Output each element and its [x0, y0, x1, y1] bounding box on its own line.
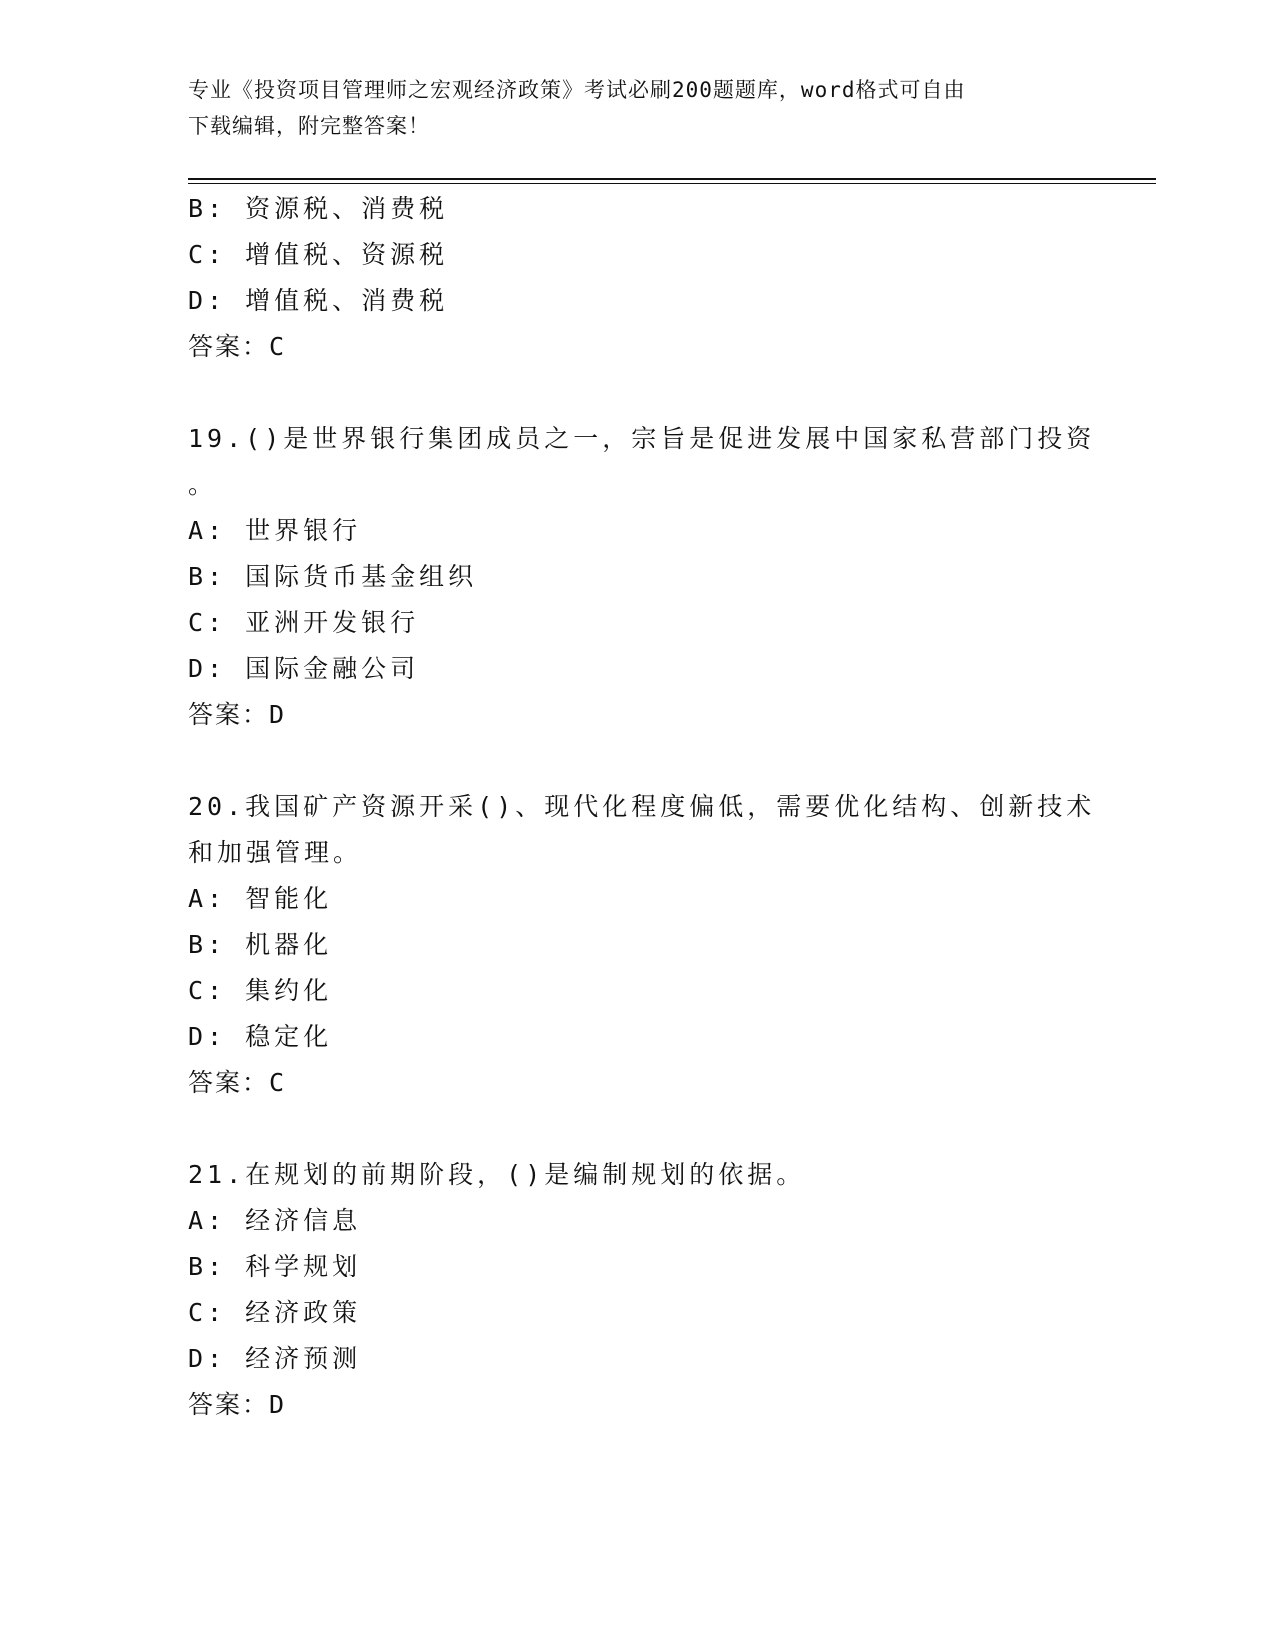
option-a: A: 智能化	[188, 884, 333, 913]
answer-line	[188, 692, 1088, 738]
answer-value: C	[269, 332, 285, 361]
option-d: D: 稳定化	[188, 1022, 333, 1051]
answer-value: C	[269, 1068, 285, 1097]
answer-label: 答案：	[188, 1390, 270, 1419]
option-b: B: 国际货币基金组织	[188, 562, 478, 591]
answer-line	[188, 1060, 1088, 1106]
answer-label: 答案：	[188, 700, 270, 729]
option-d: D: 经济预测	[188, 1344, 362, 1373]
header-line-1: 专业《投资项目管理师之宏观经济政策》考试必刷200题题库，word格式可自由	[188, 78, 966, 102]
answer-value: D	[269, 700, 285, 729]
header-divider-thin	[188, 183, 1156, 184]
option-b: B: 资源税、消费税	[188, 194, 449, 223]
option-c: C: 经济政策	[188, 1298, 362, 1327]
question-stem-continuation: 和加强管理。	[188, 838, 363, 867]
question-18-continued	[188, 186, 1088, 370]
answer-value: D	[269, 1390, 285, 1419]
option-b: B: 科学规划	[188, 1252, 362, 1281]
question-20	[188, 784, 1096, 1106]
option-c: C: 亚洲开发银行	[188, 608, 420, 637]
option-b: B: 机器化	[188, 930, 333, 959]
question-list	[188, 186, 1096, 1428]
answer-line	[188, 324, 1088, 370]
option-a: A: 经济信息	[188, 1206, 362, 1235]
option-d: D: 增值税、消费税	[188, 286, 449, 315]
question-21	[188, 1152, 1088, 1428]
option-a: A: 世界银行	[188, 516, 362, 545]
answer-line	[188, 1382, 1088, 1428]
option-c: C: 集约化	[188, 976, 333, 1005]
document-header	[188, 72, 1068, 144]
question-gap	[188, 738, 1088, 784]
question-19	[188, 416, 1096, 738]
option-c: C: 增值税、资源税	[188, 240, 449, 269]
answer-label: 答案：	[188, 332, 270, 361]
question-stem: 20.我国矿产资源开采()、现代化程度偏低，需要优化结构、创新技术	[188, 792, 1096, 821]
header-divider-thick	[188, 178, 1156, 180]
question-gap	[188, 370, 1088, 416]
question-stem: 21.在规划的前期阶段，()是编制规划的依据。	[188, 1160, 806, 1189]
answer-label: 答案：	[188, 1068, 270, 1097]
question-gap	[188, 1106, 1088, 1152]
option-d: D: 国际金融公司	[188, 654, 420, 683]
question-stem-continuation: 。	[188, 470, 218, 499]
question-stem: 19.()是世界银行集团成员之一，宗旨是促进发展中国家私营部门投资	[188, 424, 1096, 453]
header-line-2: 下载编辑，附完整答案！	[188, 114, 430, 138]
